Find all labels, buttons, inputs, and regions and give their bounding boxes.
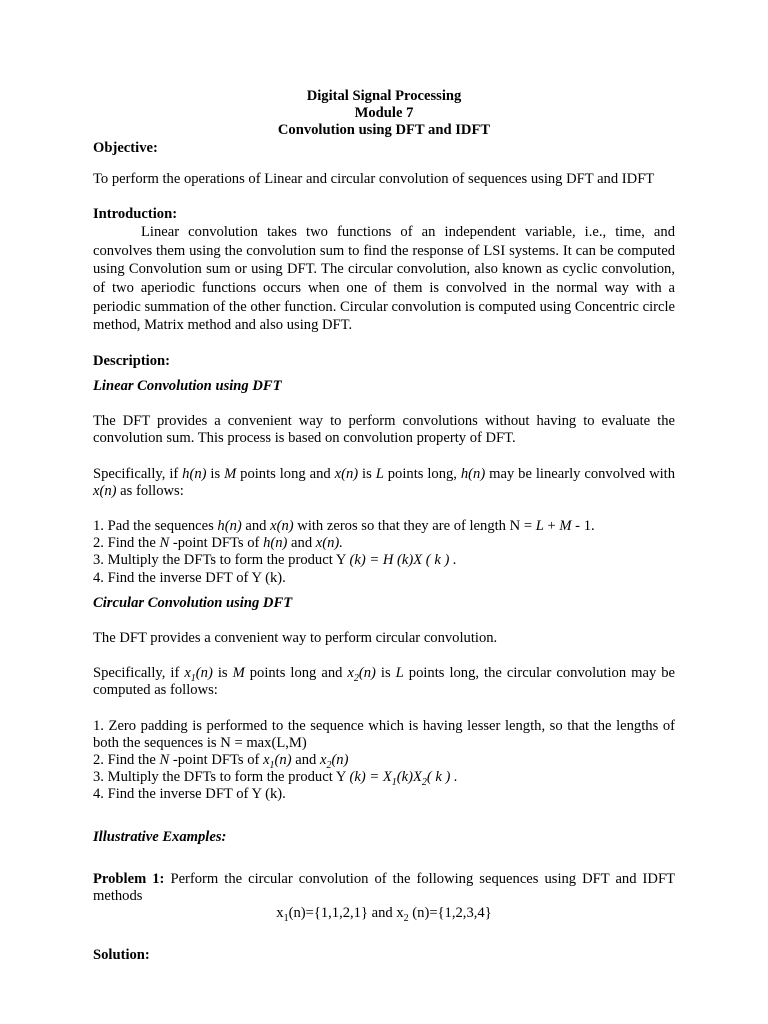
objective-text: To perform the operations of Linear and circular convolution of sequences using DFT and IDFT: [93, 170, 655, 187]
problem-1-equation: $x_1(n)=\{1,1,2,1\}$ and $x_2$ (n)={1,2,3,4}: [276, 905, 492, 925]
description-heading: Description:: [93, 352, 171, 369]
introduction-heading: Introduction:: [93, 206, 178, 223]
linear-paragraph-2: Specifically, if h(n) is M points long and x(n) is L points long, h(n) may be linearly convolved with x(n) as follows:: [93, 465, 676, 499]
circular-paragraph-2: Specifically, if $x_1(n)$ is M points long and $x_2(n)$ is L points long, the circular convolution may be computed as follows:: [93, 665, 676, 699]
linear-steps-list: [93, 518, 675, 587]
circular-convolution-heading: Circular Convolution using DFT: [93, 594, 293, 611]
linear-paragraph-1: The DFT provides a convenient way to perform convolutions without having to evaluate the convolution sum. This process is based on convolution property of DFT.: [93, 413, 675, 447]
list-item: 4. Find the inverse DFT of Y (k).: [93, 569, 286, 586]
circular-steps-list: [93, 718, 675, 804]
solution-heading: Solution:: [93, 947, 150, 964]
problem-1-statement: Problem 1: Perform the circular convolution of the following sequences using DFT and IDFT methods: [93, 870, 675, 905]
linear-convolution-heading: Linear Convolution using DFT: [93, 377, 282, 394]
introduction-text: Linear convolution takes two functions of an independent variable, i.e., time, and convolves them using the convolution sum to find the response of LSI systems. It can be computed using Convolution sum or using DFT. The circular convolution, also known as cyclic convolution, of two aperiodic functions occurs when one of them is convolved in the normal way with a periodic summation of the other function. Circular convolution is computed using Concentric circle method, Matrix method and also using DFT.: [93, 224, 675, 334]
list-item: 2. Find the N -point DFTs of h(n) and x(n).: [93, 535, 343, 552]
module-label: Module 7: [354, 105, 414, 122]
list-item: 4. Find the inverse DFT of Y (k).: [93, 786, 286, 803]
list-item: 2. Find the N -point DFTs of $x_1(n)$ and $x_2(n)$: [93, 752, 349, 771]
list-item: 3. Multiply the DFTs to form the product Y (k) = H (k)X ( k ) .: [93, 552, 457, 569]
list-item: 3. Multiply the DFTs to form the product Y $(k) = X_1(k)X_2$( k ) .: [93, 769, 458, 789]
illustrative-examples-heading: Illustrative Examples:: [93, 828, 227, 845]
list-item: 1. Zero padding is performed to the sequence which is having lesser length, so that the lengths of both the sequences is N = max(L,M): [93, 717, 675, 751]
list-item: 1. Pad the sequences h(n) and x(n) with zeros so that they are of length N = L + M - 1.: [93, 518, 595, 534]
circular-paragraph-1: The DFT provides a convenient way to perform circular convolution.: [93, 630, 498, 647]
document-subtitle: Convolution using DFT and IDFT: [277, 122, 491, 139]
document-title: Digital Signal Processing: [306, 88, 462, 104]
document-page: [93, 88, 675, 965]
objective-heading: Objective:: [93, 139, 158, 156]
